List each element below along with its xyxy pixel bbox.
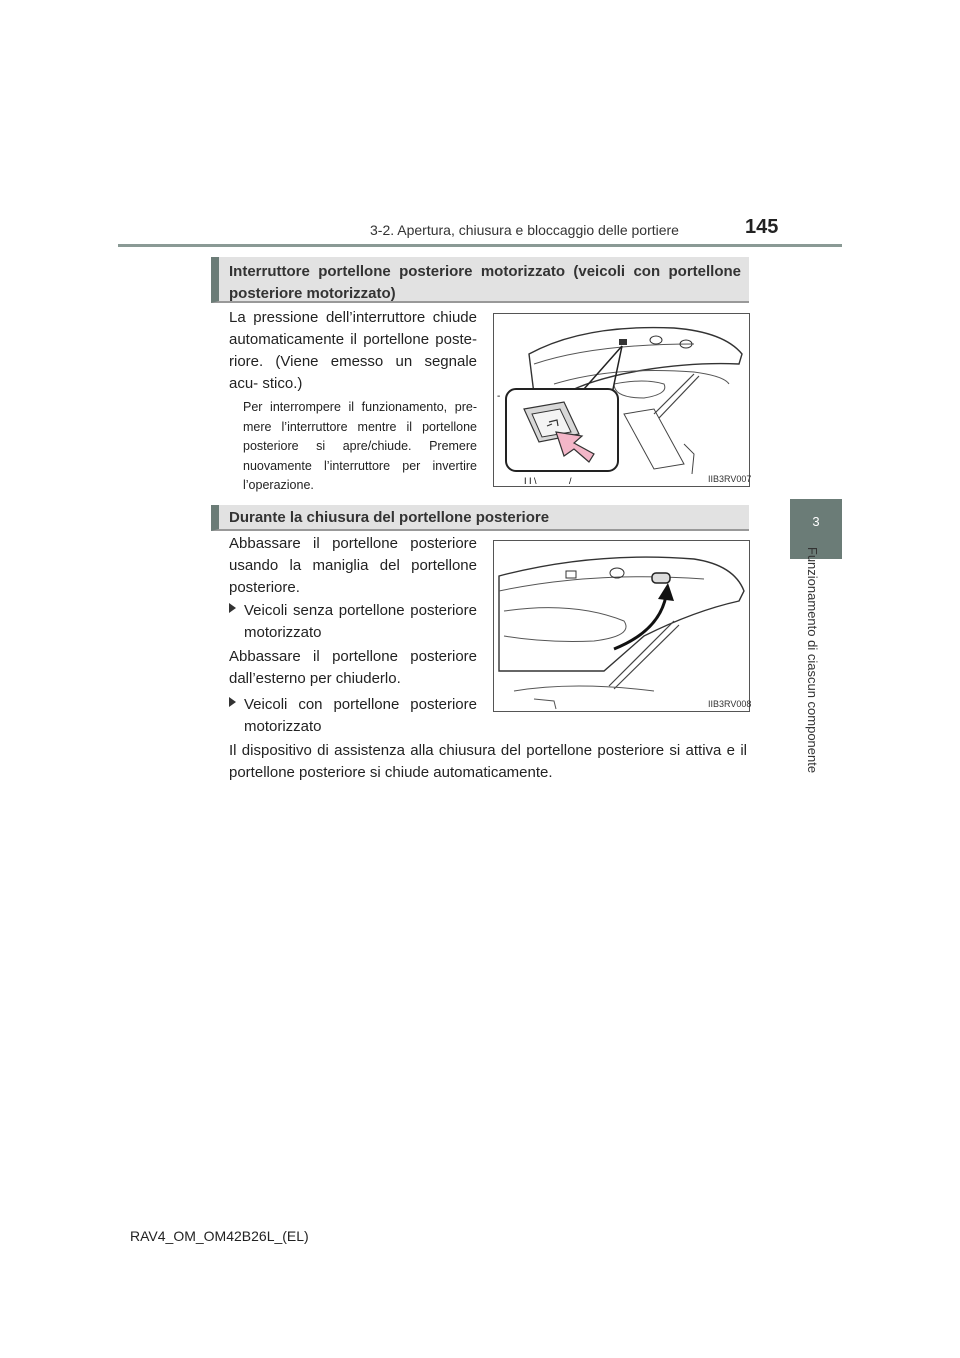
bullet-without-power [229,600,477,644]
paragraph-closing-assist: Il dispositivo di assistenza alla chiusura del portellone posteriore si attiva e il portellone posteriore si chiude automaticamente. [229,742,747,781]
section-heading-text: Interruttore portellone posteriore motorizzato (veicoli con portellone posteriore motorizzato) [229,263,741,302]
paragraph-switch-closes: La pressione dell’interruttore chiude automaticamente il portellone poste- riore. (Viene emesso un segnale acu- stico.) [229,309,477,392]
section-heading-closing [211,505,749,531]
footer-doc-code: RAV4_OM_OM42B26L_(EL) [130,1228,309,1244]
figure-tailgate-switch [493,313,750,487]
svg-text:I I \: I I \ [524,476,537,486]
note-stop-operation: Per interrompere il funzionamento, pre- mere l’interruttore mentre il portellone posteriore si apre/chiude. Premere nuovamente l’interruttore per invertire l’operazione. [243,400,477,493]
tailgate-handle-illustration [494,541,752,711]
tailgate-switch-illustration [494,314,752,486]
header-divider [118,244,842,247]
section-heading-text: Durante la chiusura del portellone posteriore [229,509,550,526]
paragraph-lower-tailgate: Abbassare il portellone posteriore usando la maniglia del portellone posteriore. [229,535,477,596]
figure-code: IIB3RV007 [708,474,752,484]
bullet-text: Veicoli senza portellone posteriore motorizzato [244,602,477,641]
bullet-text: Veicoli con portellone posteriore motorizzato [244,696,477,735]
page-number: 145 [745,216,779,238]
bullet-triangle-icon [229,697,236,707]
paragraph-close-from-outside: Abbassare il portellone posteriore dall’esterno per chiuderlo. [229,648,477,687]
figure-tailgate-handle [493,540,750,712]
svg-text:-: - [497,391,501,402]
section-heading-power-switch [211,257,749,303]
header-section-title: 3-2. Apertura, chiusura e bloccaggio delle portiere [370,222,679,238]
chapter-label: Funzionamento di ciascun componente [805,546,820,774]
figure-code: IIB3RV008 [708,699,752,709]
chapter-number: 3 [812,514,820,529]
bullet-with-power [229,694,477,738]
svg-text:/: / [569,476,572,486]
bullet-triangle-icon [229,603,236,613]
